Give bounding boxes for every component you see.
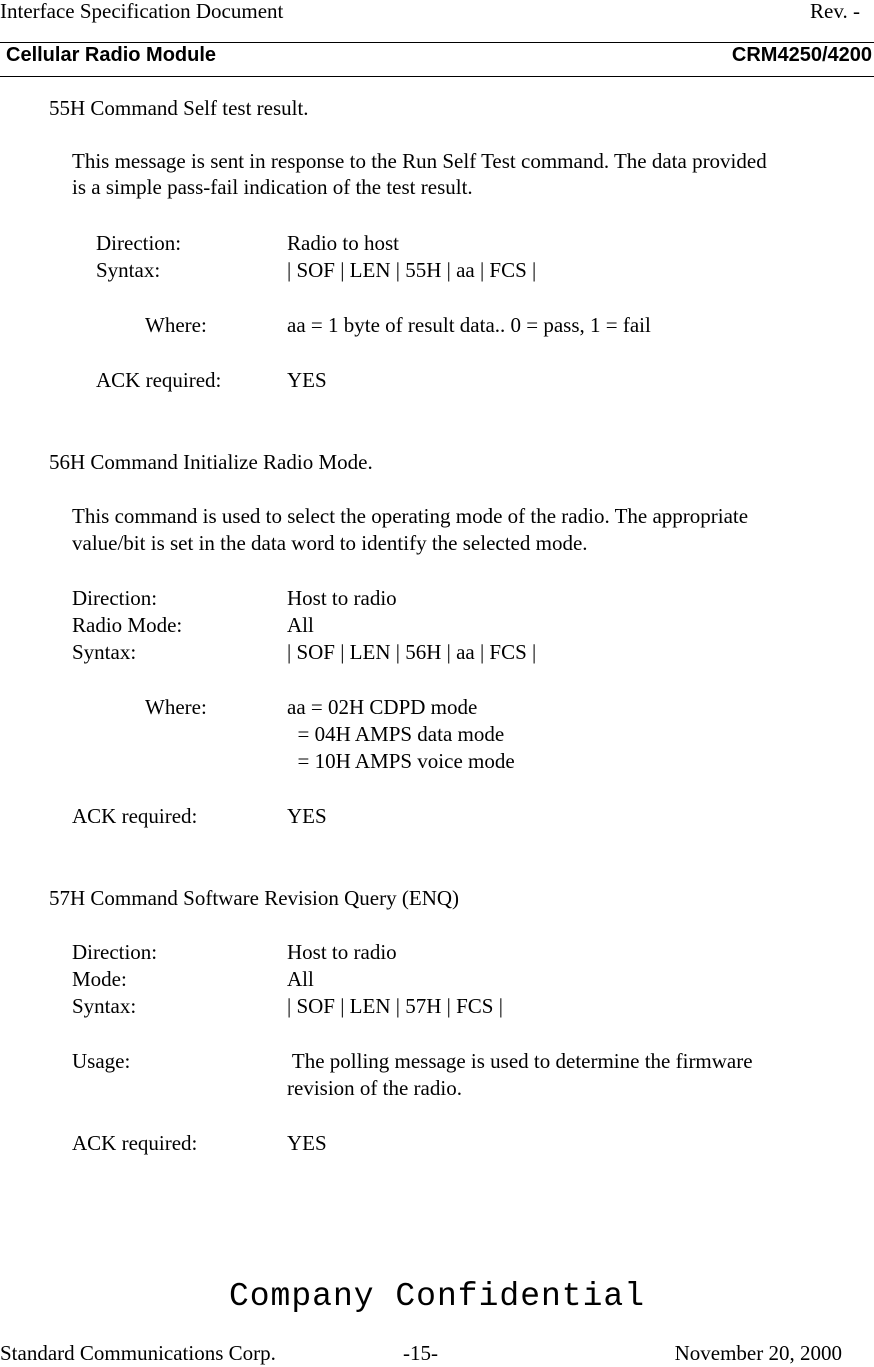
section-55h-syntax-value: | SOF | LEN | 55H | aa | FCS |: [287, 258, 537, 282]
section-55h-where-label: Where:: [145, 313, 207, 337]
section-57h-heading: 57H Command Software Revision Query (ENQ): [49, 886, 460, 910]
model-number: CRM4250/4200: [731, 44, 872, 66]
section-56h-where-line2: = 04H AMPS data mode: [287, 722, 505, 746]
section-56h-syntax-label: Syntax:: [72, 640, 137, 664]
section-57h-syntax-value: | SOF | LEN | 57H | FCS |: [287, 994, 503, 1018]
section-56h-syntax-value: | SOF | LEN | 56H | aa | FCS |: [287, 640, 537, 664]
section-55h-direction-value: Radio to host: [287, 231, 400, 255]
footer-date: November 20, 2000: [674, 1341, 842, 1365]
section-55h-ack-label: ACK required:: [96, 368, 222, 392]
section-56h-heading: 56H Command Initialize Radio Mode.: [49, 450, 373, 474]
section-56h-direction-label: Direction:: [72, 586, 158, 610]
section-57h-ack-value: YES: [287, 1131, 327, 1155]
footer-company: Standard Communications Corp.: [0, 1341, 276, 1365]
section-55h-heading: 55H Command Self test result.: [49, 96, 309, 120]
section-55h-description-line1: This message is sent in response to the Run Self Test command. The data provided: [72, 149, 767, 173]
section-56h-ack-label: ACK required:: [72, 804, 198, 828]
revision-label: Rev. -: [810, 0, 860, 23]
section-56h-ack-value: YES: [287, 804, 327, 828]
section-56h-description-line2: value/bit is set in the data word to identify the selected mode.: [72, 531, 588, 555]
section-57h-usage-line1: The polling message is used to determine the firmware: [287, 1049, 753, 1073]
section-55h-ack-value: YES: [287, 368, 327, 392]
section-55h-syntax-label: Syntax:: [96, 258, 161, 282]
section-57h-usage-line2: revision of the radio.: [287, 1076, 462, 1100]
module-name: Cellular Radio Module: [6, 44, 217, 66]
section-57h-ack-label: ACK required:: [72, 1131, 198, 1155]
section-56h-where-line3: = 10H AMPS voice mode: [287, 749, 515, 773]
section-56h-description-line1: This command is used to select the operating mode of the radio. The appropriate: [72, 504, 749, 528]
section-57h-mode-value: All: [287, 967, 314, 991]
header-rule-top: [0, 42, 874, 43]
section-57h-syntax-label: Syntax:: [72, 994, 137, 1018]
section-56h-where-line1: aa = 02H CDPD mode: [287, 695, 478, 719]
section-57h-direction-label: Direction:: [72, 940, 158, 964]
section-56h-mode-label: Radio Mode:: [72, 613, 183, 637]
section-55h-description-line2: is a simple pass-fail indication of the test result.: [72, 175, 473, 199]
section-57h-usage-label: Usage:: [72, 1049, 131, 1073]
header-rule-bottom: [0, 76, 874, 77]
section-57h-direction-value: Host to radio: [287, 940, 397, 964]
section-56h-mode-value: All: [287, 613, 314, 637]
section-57h-mode-label: Mode:: [72, 967, 127, 991]
document-title: Interface Specification Document: [0, 0, 284, 23]
footer-page-number: -15-: [403, 1341, 438, 1365]
section-55h-where-value: aa = 1 byte of result data.. 0 = pass, 1 = fail: [287, 313, 651, 337]
section-55h-direction-label: Direction:: [96, 231, 182, 255]
confidential-notice: Company Confidential: [228, 1278, 646, 1315]
section-56h-direction-value: Host to radio: [287, 586, 397, 610]
section-56h-where-label: Where:: [145, 695, 207, 719]
